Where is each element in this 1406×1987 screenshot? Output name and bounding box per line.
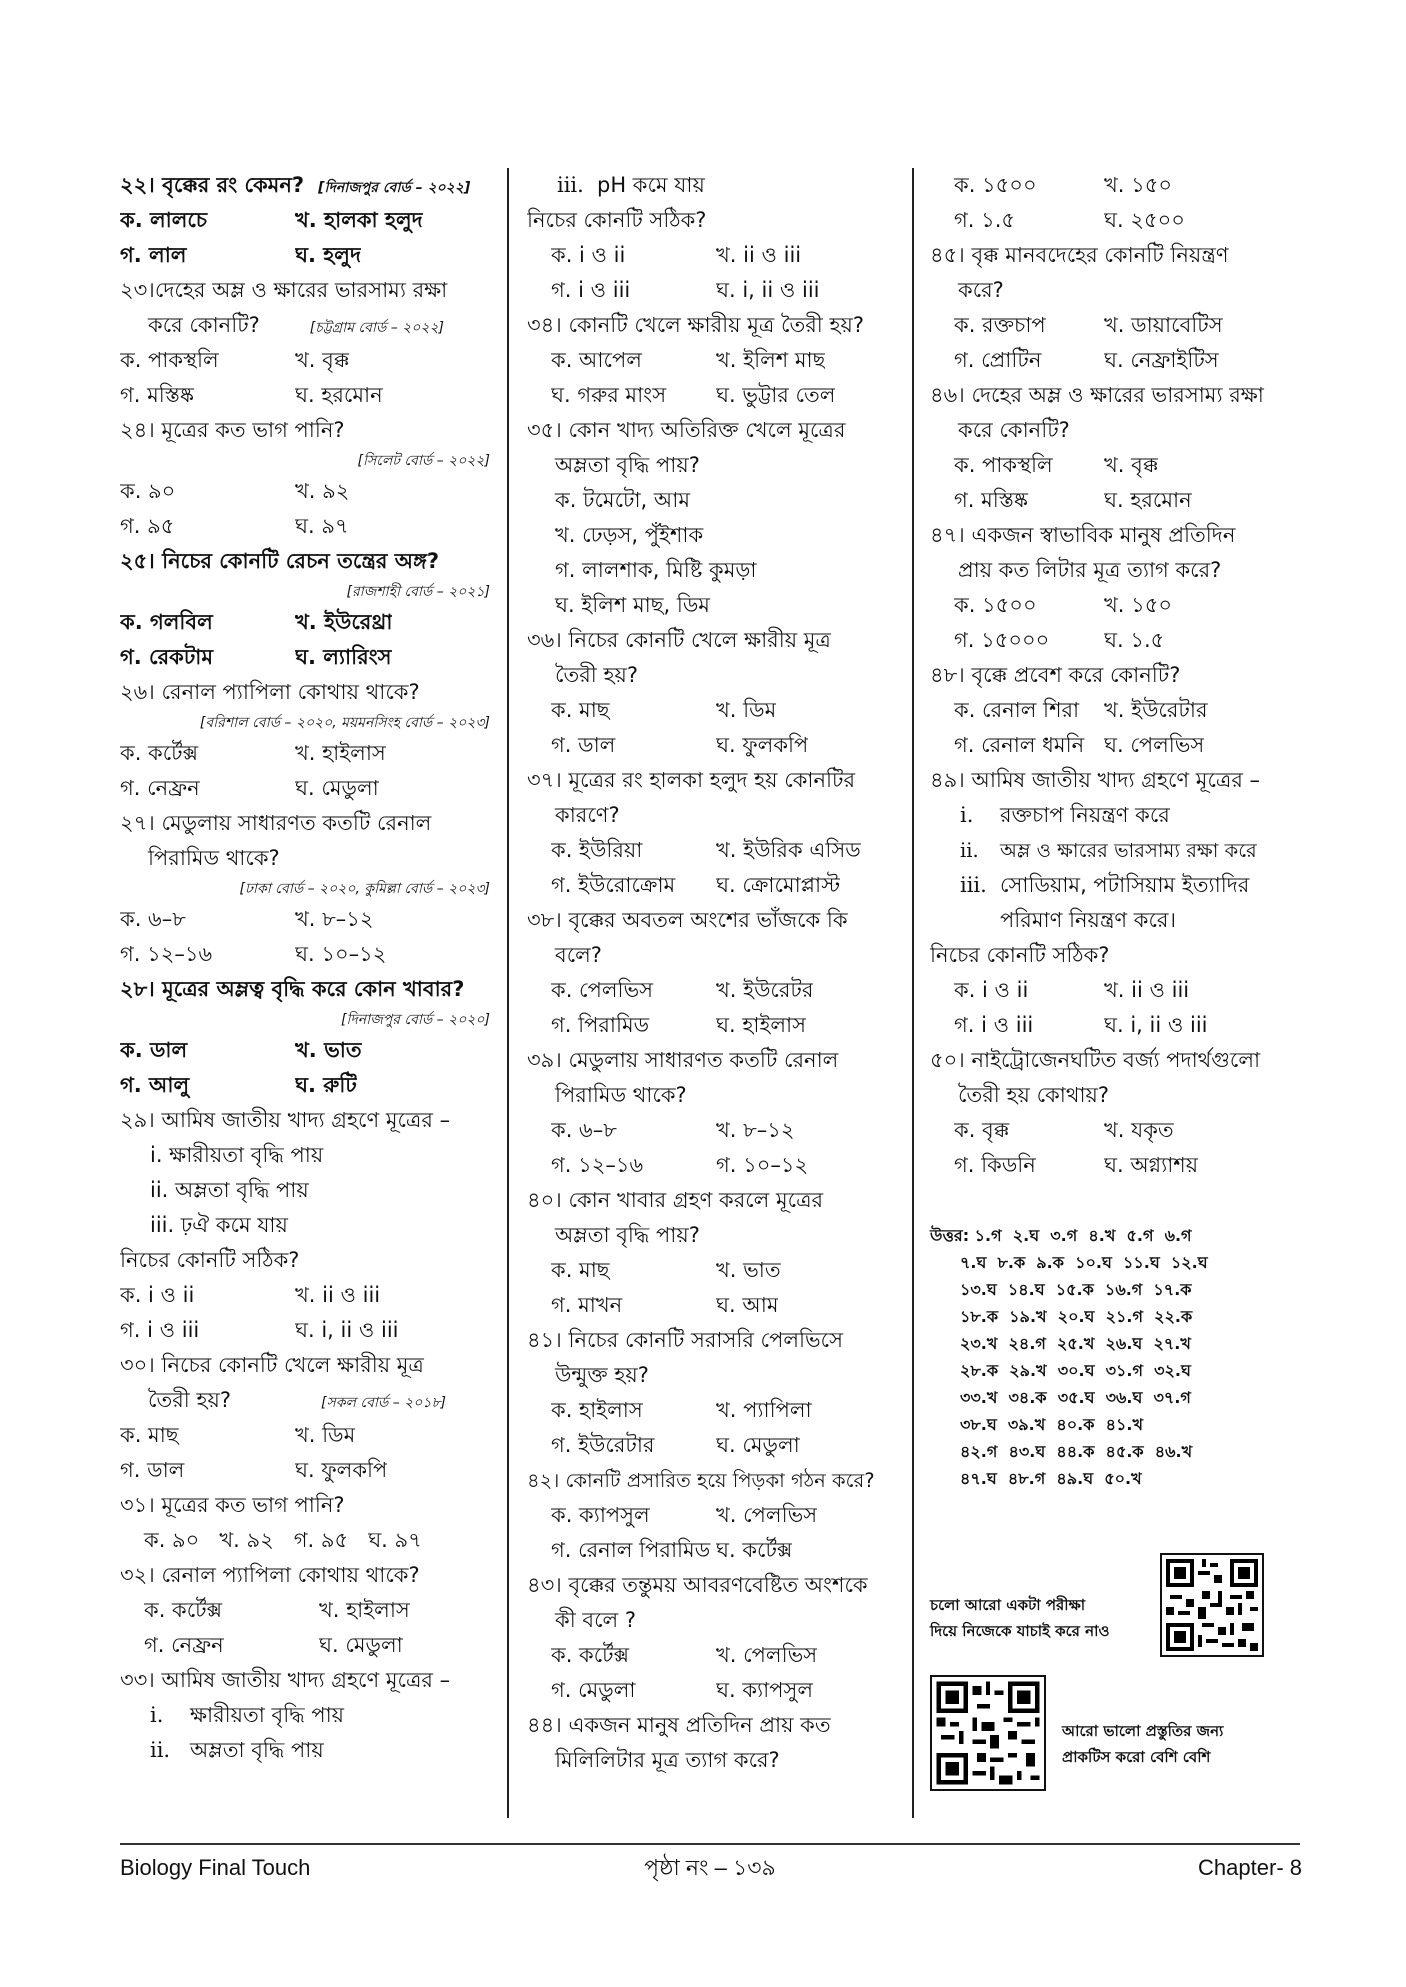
question-27: ২৭। মেডুলায় সাধারণত কতটি রেনাল <box>120 811 432 835</box>
question-50-cont: তৈরী হয় কোথায়? <box>958 1083 1110 1107</box>
footer-divider <box>120 1843 1300 1845</box>
answer-line: ১৩.ঘ ১৪.ঘ ১৫.ক ১৬.গ ১৭.ক <box>960 1280 1192 1299</box>
question-45: ৪৫। বৃক্ক মানবদেহের কোনটি নিয়ন্ত্রণ <box>930 243 1229 267</box>
question-35-cont: অম্লতা বৃদ্ধি পায়? <box>555 453 700 477</box>
statement: i. ক্ষারীয়তা বৃদ্ধি পায় <box>150 1143 324 1167</box>
question-49: ৪৯। আমিষ জাতীয় খাদ্য গ্রহণে মূত্রের – <box>930 768 1261 792</box>
options-row: ক. ৬–৮ খ. ৮–১২ <box>551 1118 795 1142</box>
question-37: ৩৭। মূত্রের রং হালকা হলুদ হয় কোনটির <box>527 768 856 792</box>
question-48: ৪৮। বৃক্কে প্রবেশ করে কোনটি? <box>930 663 1181 687</box>
question-46: ৪৬। দেহের অম্ল ও ক্ষারের ভারসাম্য রক্ষা <box>930 383 1264 407</box>
option-item: ঘ. ইলিশ মাছ, ডিম <box>555 593 710 617</box>
answer-line: ২৮.ক ২৯.খ ৩০.ঘ ৩১.গ ৩২.ঘ <box>960 1361 1191 1380</box>
options-row: ক. কর্টেক্স খ. হাইলাস <box>144 1598 410 1622</box>
options-row: ক. i ও ii খ. ii ও iii <box>551 243 802 267</box>
options-row: ক. ১৫০০ খ. ১৫০ <box>954 593 1173 617</box>
statement: i. রক্তচাপ নিয়ন্ত্রণ করে <box>960 803 1170 827</box>
question-31: ৩১। মূত্রের কত ভাগ পানি? <box>120 1493 345 1517</box>
answer-line: ৩৮.ঘ ৩৯.খ ৪০.ক ৪১.খ <box>960 1415 1143 1434</box>
options-row: ক. লালচে খ. হালকা হলুদ <box>120 208 423 232</box>
question-30-cont: তৈরী হয়? [সকল বোর্ড – ২০১৮] <box>148 1388 447 1412</box>
question-47-cont: প্রায় কত লিটার মূত্র ত্যাগ করে? <box>958 558 1222 582</box>
promo-text-1: চলো আরো একটা পরীক্ষা দিয়ে নিজেকে যাচাই করে নাও <box>930 1596 1110 1640</box>
options-row: ক. ইউরিয়া খ. ইউরিক এসিড <box>551 838 861 862</box>
options-row: ঘ. গরুর মাংস ঘ. ভুট্টার তেল <box>551 383 836 407</box>
question-33: ৩৩। আমিষ জাতীয় খাদ্য গ্রহণে মূত্রের – <box>120 1668 451 1692</box>
options-row: গ. i ও iii ঘ. i, ii ও iii <box>120 1318 399 1342</box>
footer-book-title: Biology Final Touch <box>120 1855 311 1880</box>
options-row: ক. i ও ii খ. ii ও iii <box>120 1283 381 1307</box>
question-34: ৩৪। কোনটি খেলে ক্ষারীয় মূত্র তৈরী হয়? <box>527 313 865 337</box>
question-40-cont: অম্লতা বৃদ্ধি পায়? <box>555 1223 700 1247</box>
options-row: গ. ৯৫ ঘ. ৯৭ <box>120 514 349 538</box>
options-row: ক. ডাল খ. ভাত <box>120 1038 362 1062</box>
options-row: ক. কর্টেক্স খ. হাইলাস <box>120 741 386 765</box>
column-2 <box>527 168 882 1778</box>
column-divider-2 <box>912 168 914 1818</box>
board-source: [বরিশাল বোর্ড – ২০২০, ময়মনসিংহ বোর্ড – ২০২৩] <box>199 715 490 731</box>
options-row: গ. লাল ঘ. হলুদ <box>120 243 361 267</box>
answer-line: ১৮.ক ১৯.খ ২০.ঘ ২১.গ ২২.ক <box>960 1307 1193 1326</box>
answer-line: উত্তর: ১.গ ২.ঘ ৩.গ ৪.খ ৫.গ ৬.গ <box>930 1226 1192 1245</box>
option-item: গ. লালশাক, মিষ্টি কুমড়া <box>555 558 757 582</box>
answer-line: ৪২.গ ৪৩.ঘ ৪৪.ক ৪৫.ক ৪৬.খ <box>960 1442 1193 1461</box>
options-row: গ. নেফ্রন ঘ. মেডুলা <box>120 776 379 800</box>
options-row: ক. মাছ খ. ভাত <box>551 1258 781 1282</box>
options-row: গ. আলু ঘ. রুটি <box>120 1073 357 1097</box>
question-28: ২৮। মূত্রের অম্লত্ব বৃদ্ধি করে কোন খাবার? <box>120 977 465 1001</box>
question-24: ২৪। মূত্রের কত ভাগ পানি? <box>120 418 345 442</box>
statement: i. ক্ষারীয়তা বৃদ্ধি পায় <box>150 1703 345 1727</box>
options-row: ক. রেনাল শিরা খ. ইউরেটার <box>954 698 1208 722</box>
statement: ii. অম্লতা বৃদ্ধি পায় <box>150 1178 309 1202</box>
promo-text-2: আরো ভালো প্রস্তুতির জন্য প্রাকটিস করো বেশি বেশি <box>1062 1722 1224 1766</box>
question-38: ৩৮। বৃক্কের অবতল অংশের ভাঁজকে কি <box>527 908 848 932</box>
question-32: ৩২। রেনাল প্যাপিলা কোথায় থাকে? <box>120 1563 420 1587</box>
options-row: ক. গলবিল খ. ইউরেথ্রা <box>120 610 393 634</box>
statement: iii. সোডিয়াম, পটাসিয়াম ইত্যাদির <box>960 873 1250 897</box>
column-1 <box>120 168 490 1768</box>
options-row: ক. রক্তচাপ খ. ডায়াবেটিস <box>954 313 1223 337</box>
answer-line: ৩৩.খ ৩৪.ক ৩৫.ঘ ৩৬.ঘ ৩৭.গ <box>960 1388 1191 1407</box>
options-row: গ. ইউরোক্রোম ঘ. ক্রোমোপ্লাস্ট <box>551 873 841 897</box>
options-row: গ. রেকটাম ঘ. ল্যারিংস <box>120 645 392 669</box>
answer-line: ৪৭.ঘ ৪৮.গ ৪৯.ঘ ৫০.খ <box>960 1469 1142 1488</box>
statement: iii. pH কমে যায় <box>557 173 705 197</box>
answer-key <box>930 1222 1290 1492</box>
question-36: ৩৬। নিচের কোনটি খেলে ক্ষারীয় মূত্র <box>527 628 831 652</box>
options-row: গ. i ও iii ঘ. i, ii ও iii <box>954 1013 1208 1037</box>
question-42: ৪২। কোনটি প্রসারিত হয়ে পিড়কা গঠন করে? <box>527 1469 875 1492</box>
question-22: ২২। বৃক্কের রং কেমন? [দিনাজপুর বোর্ড – ২০২২] <box>120 173 471 197</box>
question-43: ৪৩। বৃক্কের তন্তুময় আবরণবেষ্টিত অংশকে <box>527 1573 868 1597</box>
question-35: ৩৫। কোন খাদ্য অতিরিক্ত খেলে মূত্রের <box>527 418 846 442</box>
options-row: ক. কর্টেক্স খ. পেলভিস <box>551 1643 818 1667</box>
board-source: [ঢাকা বোর্ড – ২০২০, কুমিল্লা বোর্ড – ২০২৩] <box>239 881 490 897</box>
question-44: ৪৪। একজন মানুষ প্রতিদিন প্রায় কত <box>527 1713 831 1737</box>
options-row: গ. ১২–১৬ ঘ. ১০–১২ <box>120 942 387 966</box>
question-43-cont: কী বলে ? <box>555 1608 636 1632</box>
question-26: ২৬। রেনাল প্যাপিলা কোথায় থাকে? <box>120 680 420 704</box>
question-25: ২৫। নিচের কোনটি রেচন তন্ত্রের অঙ্গ? <box>120 549 440 573</box>
question-39-cont: পিরামিড থাকে? <box>555 1083 687 1107</box>
qr-code-icon[interactable] <box>1160 1553 1264 1657</box>
question-41-cont: উন্মুক্ত হয়? <box>555 1363 649 1387</box>
qr-code-icon[interactable] <box>930 1675 1046 1791</box>
options-row: গ. ডাল ঘ. ফুলকপি <box>551 733 809 757</box>
options-row: ক. মাছ খ. ডিম <box>551 698 777 722</box>
question-40: ৪০। কোন খাবার গ্রহণ করলে মূত্রের <box>527 1188 824 1212</box>
question-49-ask: নিচের কোনটি সঠিক? <box>930 943 1110 967</box>
options-row: গ. মস্তিষ্ক ঘ. হরমোন <box>954 488 1192 512</box>
board-source: [রাজশাহী বোর্ড – ২০২১] <box>346 584 490 600</box>
options-row: গ. রেনাল পিরামিড ঘ. কর্টেক্স <box>551 1538 793 1562</box>
options-row: ক. আপেল খ. ইলিশ মাছ <box>551 348 826 372</box>
options-row: ক. i ও ii খ. ii ও iii <box>954 978 1190 1002</box>
options-row: গ. কিডনি ঘ. অগ্ন্যাশয় <box>954 1153 1199 1177</box>
options-row: গ. ১৫০০০ ঘ. ১.৫ <box>954 628 1165 652</box>
options-row: গ. ইউরেটার ঘ. মেডুলা <box>551 1433 800 1457</box>
option-item: খ. ঢেড়স, পুঁইশাক <box>555 523 704 547</box>
statement: ii. অম্লতা বৃদ্ধি পায় <box>150 1738 324 1762</box>
options-row: গ. নেফ্রন ঘ. মেডুলা <box>144 1633 403 1657</box>
answer-line: ৭.ঘ ৮.ক ৯.ক ১০.ঘ ১১.ঘ ১২.ঘ <box>960 1253 1208 1272</box>
options-row: ক. ১৫০০ খ. ১৫০ <box>954 173 1173 197</box>
question-50: ৫০। নাইট্রোজেনঘটিত বর্জ্য পদার্থগুলো <box>930 1048 1261 1072</box>
statement: ii. অম্ল ও ক্ষারের ভারসাম্য রক্ষা করে <box>960 839 1257 862</box>
question-30: ৩০। নিচের কোনটি খেলে ক্ষারীয় মূত্র <box>120 1353 424 1377</box>
column-divider-1 <box>507 168 509 1818</box>
options-row: ক. পাকস্থলি খ. বৃক্ক <box>120 348 350 372</box>
question-46-cont: করে কোনটি? <box>958 418 1070 442</box>
options-row: ক. বৃক্ক খ. যকৃত <box>954 1118 1174 1142</box>
options-row: গ. ১.৫ ঘ. ২৫০০ <box>954 208 1185 232</box>
options-row: গ. ডাল ঘ. ফুলকপি <box>120 1458 388 1482</box>
options-row: ক. পাকস্থলি খ. বৃক্ক <box>954 453 1159 477</box>
options-row: গ. ১২–১৬ গ. ১০–১২ <box>551 1153 809 1177</box>
statement-cont: পরিমাণ নিয়ন্ত্রণ করে। <box>1000 908 1176 932</box>
question-45-cont: করে? <box>958 278 1004 302</box>
question-23: ২৩।দেহের অম্ল ও ক্ষারের ভারসাম্য রক্ষা <box>120 278 448 302</box>
footer-page-number: পৃষ্ঠা নং – ১৩৯ <box>644 1855 776 1880</box>
question-47: ৪৭। একজন স্বাভাবিক মানুষ প্রতিদিন <box>930 523 1236 547</box>
options-row: গ. প্রোটিন ঘ. নেফ্রাইটিস <box>954 348 1219 372</box>
answer-line: ২৩.খ ২৪.গ ২৫.খ ২৬.ঘ ২৭.খ <box>960 1334 1191 1353</box>
question-29-ask: নিচের কোনটি সঠিক? <box>120 1248 300 1272</box>
question-41: ৪১। নিচের কোনটি সরাসরি পেলভিসে <box>527 1328 843 1352</box>
question-38-cont: বলে? <box>555 943 602 967</box>
options-row: ক. হাইলাস খ. প্যাপিলা <box>551 1398 812 1422</box>
question-23-cont: করে কোনটি? [চট্টগ্রাম বোর্ড – ২০২২] <box>148 313 445 337</box>
options-row: ক. পেলভিস খ. ইউরেটর <box>551 978 814 1002</box>
options-row: গ. মাখন ঘ. আম <box>551 1293 779 1317</box>
options-row: গ. i ও iii ঘ. i, ii ও iii <box>551 278 820 302</box>
options-row: ক. মাছ খ. ডিম <box>120 1423 356 1447</box>
options-row: ক. ৯০ খ. ৯২ গ. ৯৫ ঘ. ৯৭ <box>144 1528 422 1552</box>
board-source: [সিলেট বোর্ড – ২০২২] <box>357 453 490 469</box>
question-36-cont: তৈরী হয়? <box>555 663 639 687</box>
options-row: গ. মস্তিষ্ক ঘ. হরমোন <box>120 383 383 407</box>
question-29: ২৯। আমিষ জাতীয় খাদ্য গ্রহণে মূত্রের – <box>120 1108 451 1132</box>
board-source: [দিনাজপুর বোর্ড – ২০২০] <box>340 1012 490 1028</box>
question-44-cont: মিলিলিটার মূত্র ত্যাগ করে? <box>555 1748 780 1772</box>
question-33-ask: নিচের কোনটি সঠিক? <box>527 208 707 232</box>
question-39: ৩৯। মেডুলায় সাধারণত কতটি রেনাল <box>527 1048 839 1072</box>
statement: iii. ঢ়ঐ কমে যায় <box>150 1213 288 1237</box>
options-row: গ. রেনাল ধমনি ঘ. পেলভিস <box>954 733 1205 757</box>
question-27-cont: পিরামিড থাকে? <box>148 846 280 870</box>
options-row: ক. ক্যাপসুল খ. পেলভিস <box>551 1503 818 1527</box>
column-3 <box>930 168 1300 1183</box>
option-item: ক. টমেটো, আম <box>555 488 691 512</box>
options-row: গ. মেডুলা ঘ. ক্যাপসুল <box>551 1678 813 1702</box>
options-row: গ. পিরামিড ঘ. হাইলাস <box>551 1013 806 1037</box>
question-37-cont: কারণে? <box>555 803 620 827</box>
options-row: ক. ৬–৮ খ. ৮–১২ <box>120 907 374 931</box>
options-row: ক. ৯০ খ. ৯২ <box>120 479 350 503</box>
footer-chapter: Chapter- 8 <box>1198 1855 1302 1880</box>
